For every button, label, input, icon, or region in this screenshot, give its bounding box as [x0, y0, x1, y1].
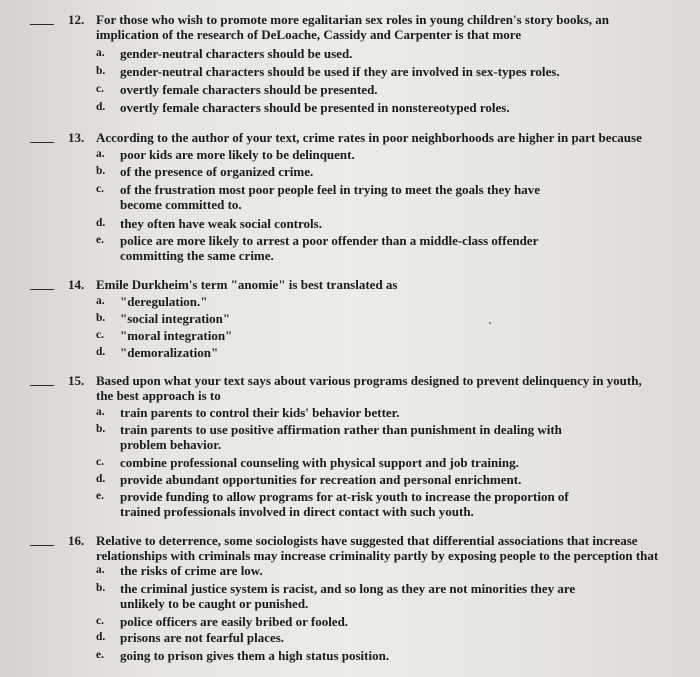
- answer-blank: [30, 545, 54, 546]
- option-line: gender-neutral characters should be used if they are involved in sex-types roles.: [120, 64, 560, 79]
- option-text: [120, 581, 680, 611]
- option-letter: c.: [96, 456, 104, 468]
- option-line: police are more likely to arrest a poor offender than a middle-class offender: [120, 233, 539, 248]
- option-text: [120, 614, 680, 629]
- option-line: prisons are not fearful places.: [120, 630, 285, 645]
- option-letter: e.: [96, 490, 104, 502]
- option-text: [120, 46, 680, 61]
- option-text: [120, 422, 680, 452]
- option-line: "moral integration": [120, 328, 233, 343]
- option-letter: a.: [96, 295, 105, 307]
- option-text: [120, 489, 680, 519]
- option-text: [120, 563, 680, 578]
- option-letter: a.: [96, 406, 105, 418]
- option-text: [120, 164, 680, 179]
- option-letter: c.: [96, 329, 104, 341]
- option-line: police officers are easily bribed or fooled.: [120, 614, 349, 629]
- option-line: unlikely to be caught or punished.: [120, 596, 309, 611]
- answer-blank: [30, 142, 54, 143]
- question-stem: [96, 373, 686, 403]
- option-line: "social integration": [120, 311, 231, 326]
- option-text: [120, 630, 680, 645]
- option-line: provide funding to allow programs for at-risk youth to increase the proportion of: [120, 489, 569, 504]
- option-line: become committed to.: [120, 197, 242, 212]
- option-line: train parents to control their kids' behavior better.: [120, 405, 400, 420]
- stem-line: Relative to deterrence, some sociologists have suggested that differential associations that increase: [96, 533, 638, 548]
- option-line: committing the same crime.: [120, 248, 274, 263]
- question-number: 12.: [68, 12, 85, 27]
- option-letter: a.: [96, 564, 105, 576]
- option-text: [120, 405, 680, 420]
- question-number: 13.: [68, 130, 85, 145]
- option-line: problem behavior.: [120, 437, 222, 452]
- option-letter: d.: [96, 101, 106, 113]
- option-line: overtly female characters should be presented in nonstereotyped roles.: [120, 100, 510, 115]
- stem-line: implication of the research of DeLoache, Cassidy and Carpenter is that more: [96, 27, 522, 42]
- question-stem: [96, 277, 686, 292]
- option-text: [120, 455, 680, 470]
- option-line: overtly female characters should be presented.: [120, 82, 378, 97]
- stem-line: Emile Durkheim's term "anomie" is best translated as: [96, 277, 398, 292]
- option-line: the criminal justice system is racist, and so long as they are not minorities they are: [120, 581, 576, 596]
- option-line: provide abundant opportunities for recreation and personal enrichment.: [120, 472, 522, 487]
- stem-line: For those who wish to promote more egalitarian sex roles in young children's story books, an: [96, 12, 610, 27]
- question-number: 14.: [68, 277, 85, 292]
- option-letter: b.: [96, 65, 106, 77]
- option-text: [120, 147, 680, 162]
- option-line: train parents to use positive affirmation rather than punishment in dealing with: [120, 422, 562, 437]
- option-text: [120, 311, 680, 326]
- option-text: [120, 648, 680, 663]
- option-letter: e.: [96, 649, 104, 661]
- option-line: poor kids are more likely to be delinquent.: [120, 147, 355, 162]
- stem-line: According to the author of your text, crime rates in poor neighborhoods are higher in part because: [96, 130, 642, 145]
- option-line: the risks of crime are low.: [120, 563, 263, 578]
- stem-line: the best approach is to: [96, 388, 221, 403]
- question-number: 16.: [68, 533, 85, 548]
- question-stem: [96, 533, 686, 563]
- option-text: [120, 328, 680, 343]
- option-line: "demoralization": [120, 345, 219, 360]
- option-letter: e.: [96, 234, 104, 246]
- option-letter: b.: [96, 312, 106, 324]
- option-letter: d.: [96, 346, 106, 358]
- answer-blank: [30, 385, 54, 386]
- option-letter: b.: [96, 582, 106, 594]
- question-number: 15.: [68, 373, 85, 388]
- option-letter: c.: [96, 183, 104, 195]
- option-text: [120, 294, 680, 309]
- option-line: gender-neutral characters should be used.: [120, 46, 353, 61]
- question-stem: [96, 12, 686, 42]
- option-text: [120, 216, 680, 231]
- option-line: combine professional counseling with physical support and job training.: [120, 455, 519, 470]
- option-letter: d.: [96, 217, 106, 229]
- option-text: [120, 182, 680, 212]
- option-letter: a.: [96, 148, 105, 160]
- option-line: of the frustration most poor people feel in trying to meet the goals they have: [120, 182, 541, 197]
- option-letter: b.: [96, 423, 106, 435]
- option-text: [120, 64, 680, 79]
- option-text: [120, 472, 680, 487]
- answer-blank: [30, 24, 54, 25]
- option-letter: b.: [96, 165, 106, 177]
- option-letter: c.: [96, 615, 104, 627]
- option-text: [120, 82, 680, 97]
- option-letter: d.: [96, 631, 106, 643]
- paper-speck: [489, 322, 491, 324]
- option-text: [120, 100, 680, 115]
- option-letter: c.: [96, 83, 104, 95]
- option-line: "deregulation.": [120, 294, 208, 309]
- option-line: going to prison gives them a high status position.: [120, 648, 390, 663]
- answer-blank: [30, 289, 54, 290]
- question-stem: [96, 130, 686, 145]
- option-line: they often have weak social controls.: [120, 216, 322, 231]
- option-letter: a.: [96, 47, 105, 59]
- option-letter: d.: [96, 473, 106, 485]
- option-text: [120, 345, 680, 360]
- stem-line: relationships with criminals may increase criminality partly by exposing people to the perception that: [96, 548, 659, 563]
- option-line: of the presence of organized crime.: [120, 164, 314, 179]
- stem-line: Based upon what your text says about various programs designed to prevent delinquency in youth,: [96, 373, 642, 388]
- option-text: [120, 233, 680, 263]
- option-line: trained professionals involved in direct contact with such youth.: [120, 504, 474, 519]
